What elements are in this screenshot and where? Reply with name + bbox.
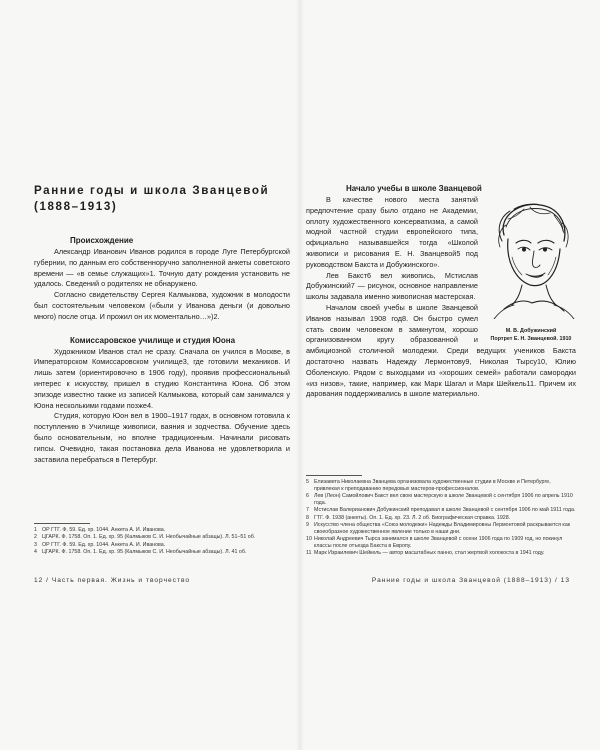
folio-left: 12 / Часть первая. Жизнь и творчество	[34, 577, 191, 584]
paragraph: Студия, которую Юон вел в 1900–1917 годах, в основном готовила к поступлению в Училище живописи, ваяния и зодчества. Обучение здесь было основательным, но вполне традиционным. Начинали рисовать гипсы. Очевидно, такая постановка дела Иванова не удовлетворила и заставила перебраться в Петербург.	[34, 411, 290, 464]
footnote: 2 ЦГАРК. Ф. 1758. Оп. 1. Ед. хр. 95 (Калмыков С. И. Необычайные абзацы). Л. 51–51 об.	[34, 534, 256, 541]
left-page-body	[34, 183, 290, 465]
section-heading-zvantseva: Начало учебы в школе Званцевой	[346, 184, 482, 193]
right-page-body	[306, 183, 576, 400]
paragraph: Лев Бакст6 вел живопись, Мстислав Добужинский7 — рисунок, основное направление школы задавала именно живописная мастерская.	[306, 270, 478, 302]
footnote: 4 ЦГАРК. Ф. 1758. Оп. 1. Ед. хр. 95 (Калмыков С. И. Необычайные абзацы). Л. 41 об.	[34, 548, 247, 555]
paragraph: Александр Иванович Иванов родился в городе Луге Петербургской губернии, по данным его собственноручно заполненной анкеты советского времени — «в семье служащих»1. Точную дату рождения установить не удалось. Сведений о родителях не обнаружено.	[34, 247, 290, 289]
paragraph: В качестве нового места занятий предпочтение сразу было отдано не Академии, оплоту художественного консерватизма, а самой модной частной студии европейского типа, официально называвшейся тогда «Школой живописи и рисования Е. Н. Званцевой5 под руководством Бакста и Добужинского».	[306, 195, 478, 269]
footnote: 6 Лев (Леон) Самойлович Бакст вел свою мастерскую в школе Званцевой с сентября 1906 по апрель 1910 года.	[306, 493, 573, 507]
left-footnotes	[34, 523, 290, 556]
figure-caption-title: Портрет Е. Н. Званцевой. 1910	[490, 336, 572, 342]
footnote: 1 ОР ГТГ. Ф. 59. Ед. хр. 1044. Анкета А. И. Иванова.	[34, 527, 166, 533]
footnote: 7 Мстислав Валерианович Добужинский преподавал в школе Званцевой с сентября 1906 по май 1911 года.	[306, 507, 576, 514]
footnote: 11 Марк Израилевич Шейкель — автор масштабных панно, стал жертвой холокоста в 1941 году.	[306, 550, 545, 557]
footnote: 10 Николай Андреевич Тырса занимался в школе Званцевой с осени 1906 года по 1909 год, но покинул классы после отъезда Бакста в Европу.	[306, 536, 563, 550]
paragraph: Началом своей учебы в школе Званцевой Иванов называл 1908 год8. Он быстро сумел стать своим человеком в замкнутом, хорошо организованном кругу образованной и амбициозной столичной молодежи. Среди ведущих учеников Бакста достаточно назвать Надежду Лермонтову9, Николая Тырсу10, Юлию Оболенскую. Рядом с выходцами из «хороших семей» работали самородки «из низов», такие, например, как Марк Шагал и Марк Шейкель11. Причем их дарования поддерживались в школе материально.	[306, 302, 576, 399]
chapter-title: Ранние годы и школа Званцевой (1888–1913)	[34, 184, 270, 213]
paragraph: Художником Иванов стал не сразу. Сначала он учился в Москве, в Императорском Комиссаровском училище3, где готовили механиков. И лишь затем (ориентировочно в 1906 году), проявив профессиональный интерес к искусству, пришел в студию Константина Юона. Об этом эпизоде известно также из записей Калмыкова, который сам занимался у Юона несколькими годами позже4.	[34, 346, 290, 410]
paragraph: Согласно свидетельству Сергея Калмыкова, художник в молодости был состоятельным человеком («были у Иванова деньги (и довольно много) после отца. И прожил он их моментально…»)2.	[34, 290, 290, 321]
portrait-figure	[484, 197, 578, 343]
footnote: 8 ГТГ. Ф. 1938 (анкеты). Оп. 1. Ед. хр. 23. Л. 2 об. Биографическая справка. 1928.	[306, 514, 511, 521]
footnote: 9 Искусство члена общества «Союз молодежи» Надежды Владимировны Лермонтовой раскрывается как своеобразное художественное явление только в наши дни.	[306, 522, 571, 535]
section-heading-school: Комиссаровское училище и студия Юона	[70, 335, 236, 345]
gutter-shadow	[296, 0, 304, 750]
footnote: 5 Елизавета Николаевна Званцева организовала художественные студии в Москве и Петербурге, привлекая к преподаванию передовых мастеров-профессионалов.	[306, 479, 551, 492]
footnote-rule	[306, 475, 362, 476]
portrait-sketch	[484, 197, 578, 319]
right-footnotes	[306, 475, 576, 558]
footnote: 3 ОР ГТГ. Ф. 59. Ед. хр. 1044. Анкета А. И. Иванова.	[34, 541, 166, 548]
section-heading-origin: Происхождение	[70, 236, 134, 245]
footnote-rule	[34, 523, 90, 524]
figure-caption-author: М. В. Добужинский	[505, 328, 557, 334]
folio-right: Ранние годы и школа Званцевой (1888–1913) / 13	[371, 577, 570, 584]
